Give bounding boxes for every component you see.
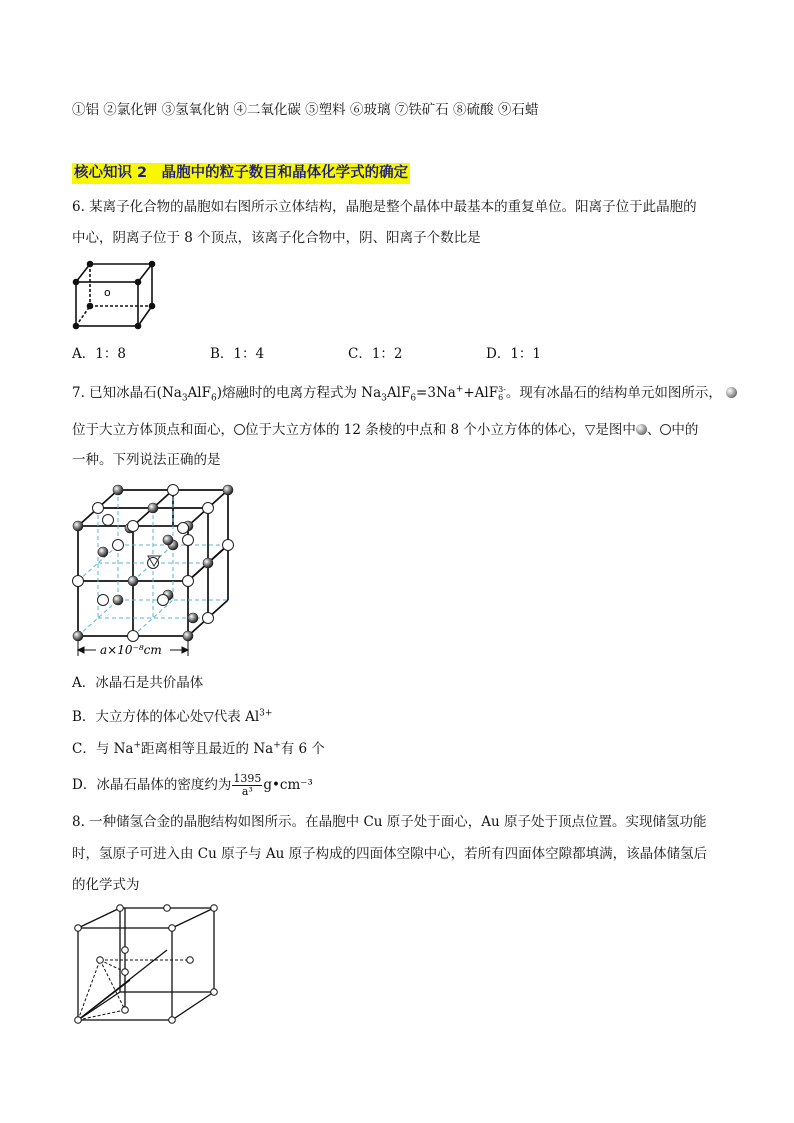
q6-line2: 中心，阴离子位于 8 个顶点，该离子化合物中，阴、阳离子个数比是 bbox=[72, 230, 481, 246]
q6-option-c: C．1：2 bbox=[348, 346, 403, 362]
q6-center-label: o bbox=[104, 286, 111, 299]
q6-option-b: B．1：4 bbox=[210, 346, 265, 362]
gray-ball-icon bbox=[726, 387, 737, 398]
density-fraction: $\frac{1395}{\text{a³}}$ bbox=[233, 772, 262, 798]
q6-option-d: D．1：1 bbox=[486, 346, 542, 362]
q8-line2: 时，氢原子可进入由 Cu 原子与 Au 原子构成的四面体空隙中心，若所有四面体空隙都填满，该晶体储氢后 bbox=[72, 846, 708, 862]
q7-option-a: A．冰晶石是共价晶体 bbox=[72, 675, 204, 691]
q7-option-d: D．冰晶石晶体的密度约为 $\frac{1395}{\text{a³}}$ g•cm⁻³ bbox=[72, 772, 313, 798]
q7-line2: 位于大立方体顶点和面心， 位于大立方体的 12 条棱的中点和 8 个小立方体的体心，▽是图中 、 中的 bbox=[72, 422, 699, 438]
q7-line3: 一种。下列说法正确的是 bbox=[72, 452, 221, 468]
white-ring-icon bbox=[234, 424, 245, 435]
q7-option-c: C．与 Na+距离相等且最近的 Na+有 6 个 bbox=[72, 740, 325, 757]
q7-scale-label: a×10⁻⁸cm bbox=[100, 643, 162, 657]
q5-items: ①铝 ②氯化钾 ③氢氧化钠 ④二氧化碳 ⑤塑料 ⑥玻璃 ⑦铁矿石 ⑧硫酸 ⑨石蜡 bbox=[72, 102, 539, 118]
q7-line1: 7. 已知冰晶石$(Na_3AlF_6)$熔融时的电离方程式为 $Na_3AlF_6=3Na^++AlF$ 3- 6 。现有冰晶石的结构单元如图所示， bbox=[72, 383, 737, 403]
q6-line1: 6. 某离子化合物的晶胞如右图所示立体结构，晶胞是整个晶体中最基本的重复单位。阳离子位于此晶胞的 bbox=[72, 199, 697, 215]
q7-option-b: B．大立方体的体心处▽代表 $Al^{3+}$ bbox=[72, 708, 273, 725]
q6-cube-figure bbox=[68, 256, 160, 332]
q8-line3: 的化学式为 bbox=[72, 877, 140, 893]
q6-option-a: A．1：8 bbox=[72, 346, 126, 362]
q8-line1: 8. 一种储氢合金的晶胞结构如图所示。在晶胞中 Cu 原子处于面心，Au 原子处于顶点位置。实现储氢功能 bbox=[72, 814, 707, 830]
white-ring-icon bbox=[660, 424, 671, 435]
gray-ball-icon bbox=[636, 424, 647, 435]
q7-crystal-figure bbox=[68, 480, 248, 660]
section-heading: 核心知识 2 晶胞中的粒子数目和晶体化学式的确定 bbox=[72, 163, 410, 184]
q8-crystal-figure bbox=[70, 902, 220, 1026]
